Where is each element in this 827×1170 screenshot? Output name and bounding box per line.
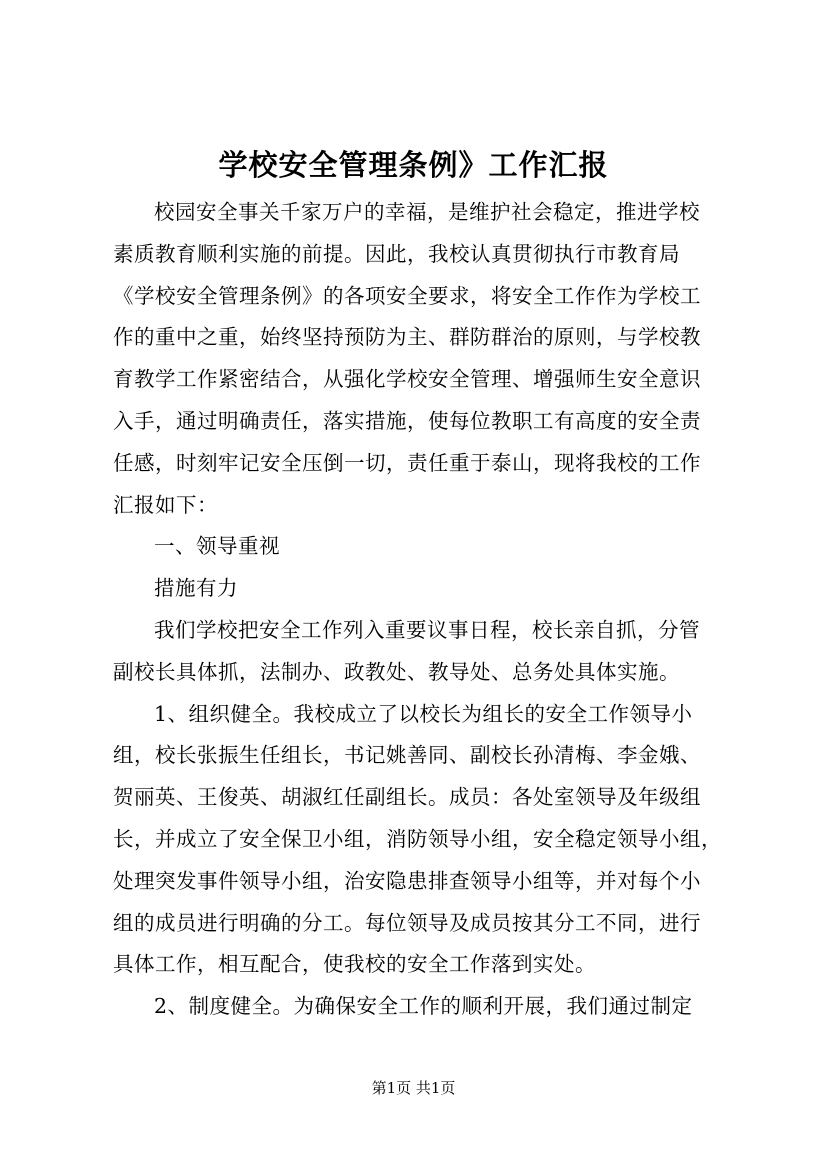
body-line: 长，并成立了安全保卫小组，消防领导小组，安全稳定领导小组， bbox=[113, 826, 722, 851]
document-body bbox=[113, 192, 753, 1028]
page-footer: 第1页 共1页 bbox=[371, 1079, 456, 1097]
body-line: 具体工作，相互配合，使我校的安全工作落到实处。 bbox=[113, 952, 596, 977]
body-line: 素质教育顺利实施的前提。因此，我校认真贯彻执行市教育局 bbox=[113, 241, 680, 266]
body-line: 汇报如下： bbox=[113, 492, 218, 517]
body-line: 处理突发事件领导小组，治安隐患排查领导小组等，并对每个小 bbox=[113, 868, 701, 893]
body-line: 入手，通过明确责任，落实措施，使每位教职工有高度的安全责 bbox=[113, 408, 701, 433]
body-line: 任感，时刻牢记安全压倒一切，责任重于泰山，现将我校的工作 bbox=[113, 450, 701, 475]
section-subheading: 措施有力 bbox=[154, 576, 238, 601]
body-line: 组的成员进行明确的分工。每位领导及成员按其分工不同，进行 bbox=[113, 910, 701, 935]
body-line: 2、制度健全。为确保安全工作的顺利开展，我们通过制定 bbox=[154, 994, 693, 1019]
body-line: 副校长具体抓，法制办、政教处、教导处、总务处具体实施。 bbox=[113, 659, 680, 684]
body-line: 组，校长张振生任组长，书记姚善同、副校长孙清梅、李金娥、 bbox=[113, 743, 701, 768]
body-line: 校园安全事关千家万户的幸福，是维护社会稳定，推进学校 bbox=[154, 200, 700, 224]
body-line: 1、组织健全。我校成立了以校长为组长的安全工作领导小 bbox=[154, 701, 693, 726]
section-heading: 一、领导重视 bbox=[154, 534, 280, 559]
body-line: 我们学校把安全工作列入重要议事日程，校长亲自抓，分管 bbox=[154, 617, 700, 642]
body-line: 《学校安全管理条例》的各项安全要求，将安全工作作为学校工 bbox=[113, 283, 701, 308]
document-title: 学校安全管理条例》工作汇报 bbox=[218, 148, 609, 182]
body-line: 作的重中之重，始终坚持预防为主、群防群治的原则，与学校教 bbox=[113, 325, 701, 350]
body-line: 贺丽英、王俊英、胡淑红任副组长。成员：各处室领导及年级组 bbox=[113, 785, 701, 810]
body-line: 育教学工作紧密结合，从强化学校安全管理、增强师生安全意识 bbox=[113, 367, 701, 392]
